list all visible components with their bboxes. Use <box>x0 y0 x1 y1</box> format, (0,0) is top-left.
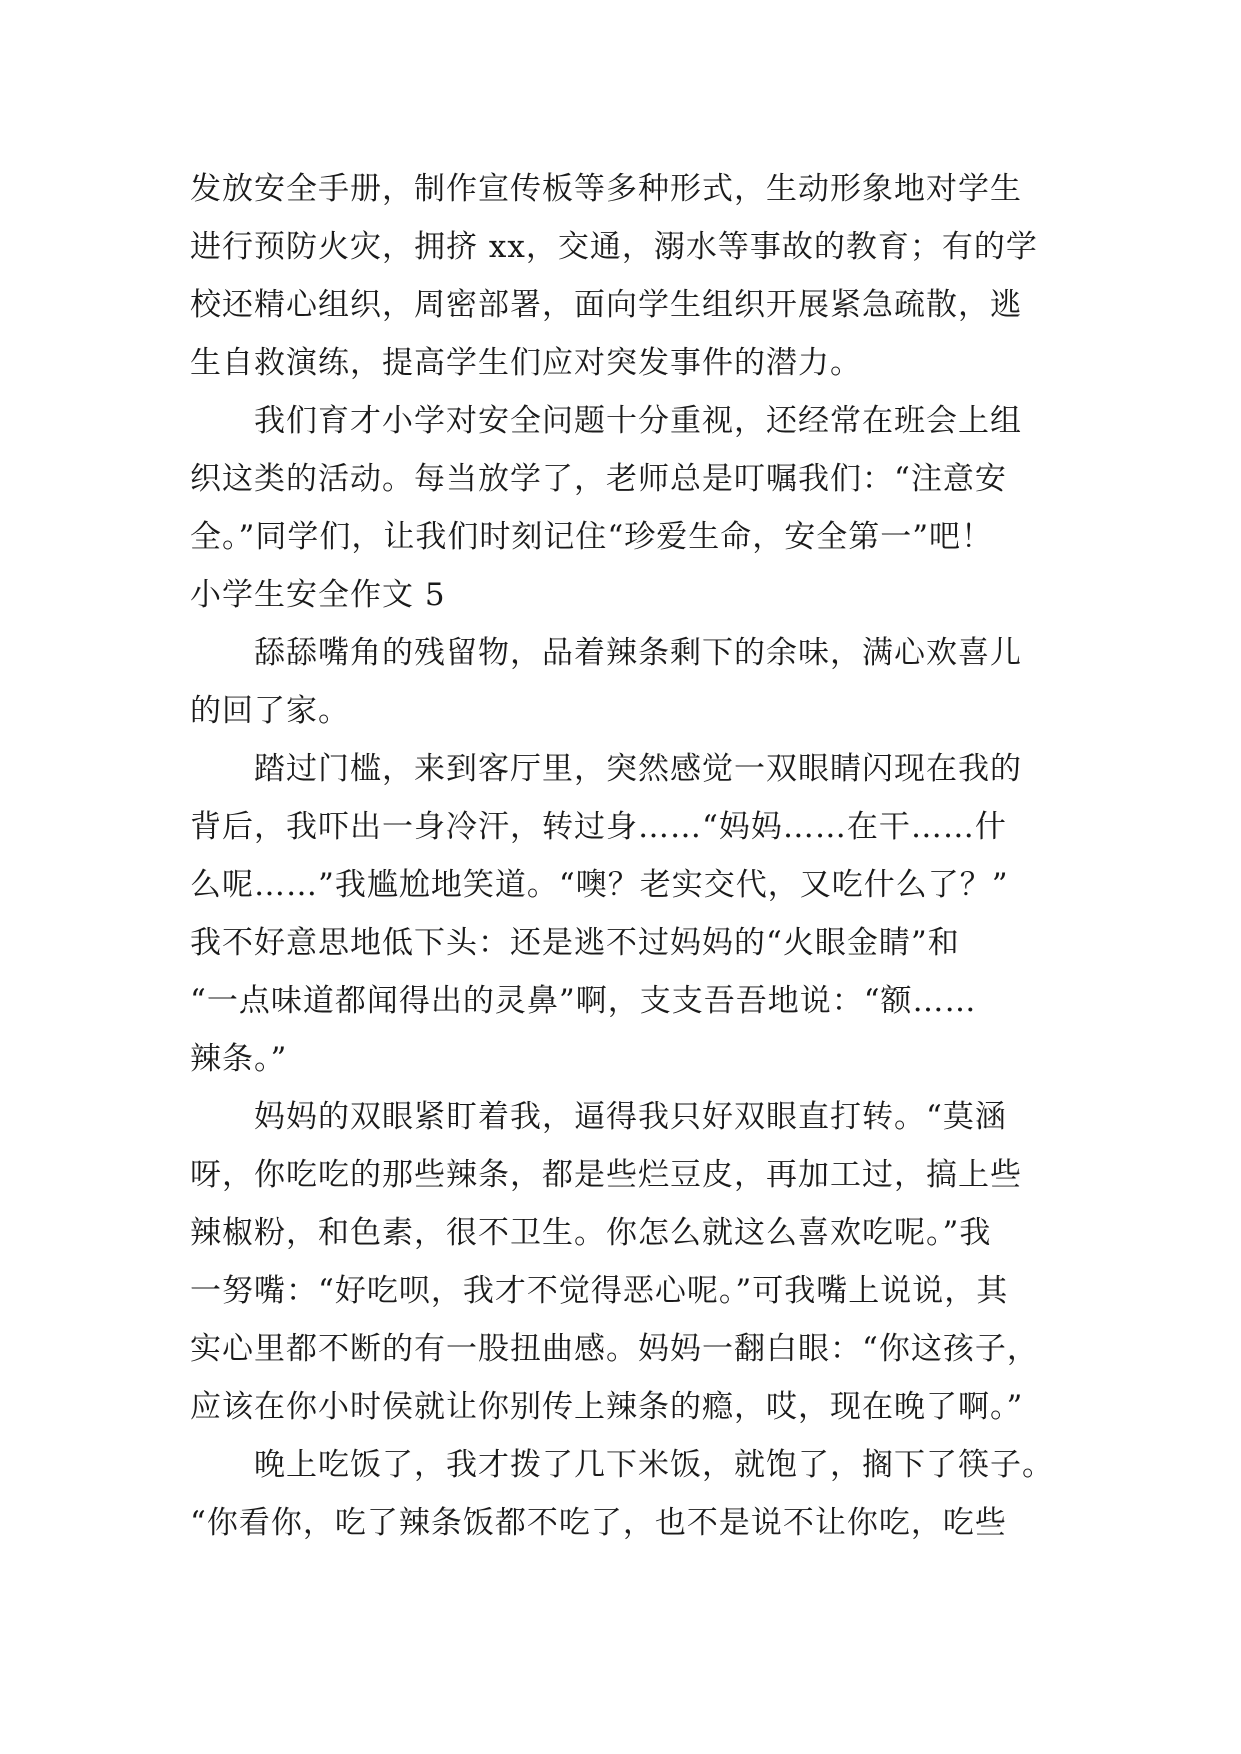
text-line: 进行预防火灾，拥挤 xx，交通，溺水等事故的教育；有的学 <box>190 229 1038 265</box>
text-line: 实心里都不断的有一股扭曲感。妈妈一翻白眼：“你这孩子， <box>190 1331 1039 1367</box>
text-line: 织这类的活动。每当放学了，老师总是叮嘱我们：“注意安 <box>190 461 1007 497</box>
paragraph-start-line: 晚上吃饭了，我才拨了几下米饭，就饱了，搁下了筷子。 <box>254 1447 1054 1483</box>
text-line: 一努嘴：“好吃呗，我才不觉得恶心呢。”可我嘴上说说，其 <box>190 1273 1009 1309</box>
paragraph-start-line: 我们育才小学对安全问题十分重视，还经常在班会上组 <box>254 403 1022 439</box>
paragraph-start-line: 舔舔嘴角的残留物，品着辣条剩下的余味，满心欢喜儿 <box>254 635 1022 671</box>
text-line: 应该在你小时侯就让你别传上辣条的瘾，哎，现在晚了啊。” <box>190 1389 1024 1425</box>
text-line: 我不好意思地低下头：还是逃不过妈妈的“火眼金睛”和 <box>190 925 960 961</box>
text-line: 么呢……”我尴尬地笑道。“噢？老实交代，又吃什么了？” <box>190 867 1009 903</box>
paragraph-start-line: 妈妈的双眼紧盯着我，逼得我只好双眼直打转。“莫涵 <box>254 1099 1007 1135</box>
text-line: 生自救演练，提高学生们应对突发事件的潜力。 <box>190 345 862 381</box>
text-line: 辣椒粉，和色素，很不卫生。你怎么就这么喜欢吃呢。”我 <box>190 1215 992 1251</box>
text-line: 呀，你吃吃的那些辣条，都是些烂豆皮，再加工过，搞上些 <box>190 1157 1022 1193</box>
text-line: 发放安全手册，制作宣传板等多种形式，生动形象地对学生 <box>190 171 1022 207</box>
text-line: “你看你，吃了辣条饭都不吃了，也不是说不让你吃，吃些 <box>190 1505 1007 1541</box>
text-line: 校还精心组织，周密部署，面向学生组织开展紧急疏散，逃 <box>190 287 1022 323</box>
text-line: 辣条。” <box>190 1041 288 1077</box>
document-body <box>190 160 1054 1552</box>
text-line: 全。”同学们，让我们时刻记住“珍爱生命，安全第一”吧！ <box>190 519 994 555</box>
text-line: 的回了家。 <box>190 693 350 729</box>
text-line: “一点味道都闻得出的灵鼻”啊，支支吾吾地说：“额…… <box>190 983 977 1019</box>
text-line: 背后，我吓出一身冷汗，转过身……“妈妈……在干……什 <box>190 809 1007 845</box>
paragraph-start-line: 踏过门槛，来到客厅里，突然感觉一双眼睛闪现在我的 <box>254 751 1022 787</box>
section-heading: 小学生安全作文 5 <box>190 577 446 613</box>
